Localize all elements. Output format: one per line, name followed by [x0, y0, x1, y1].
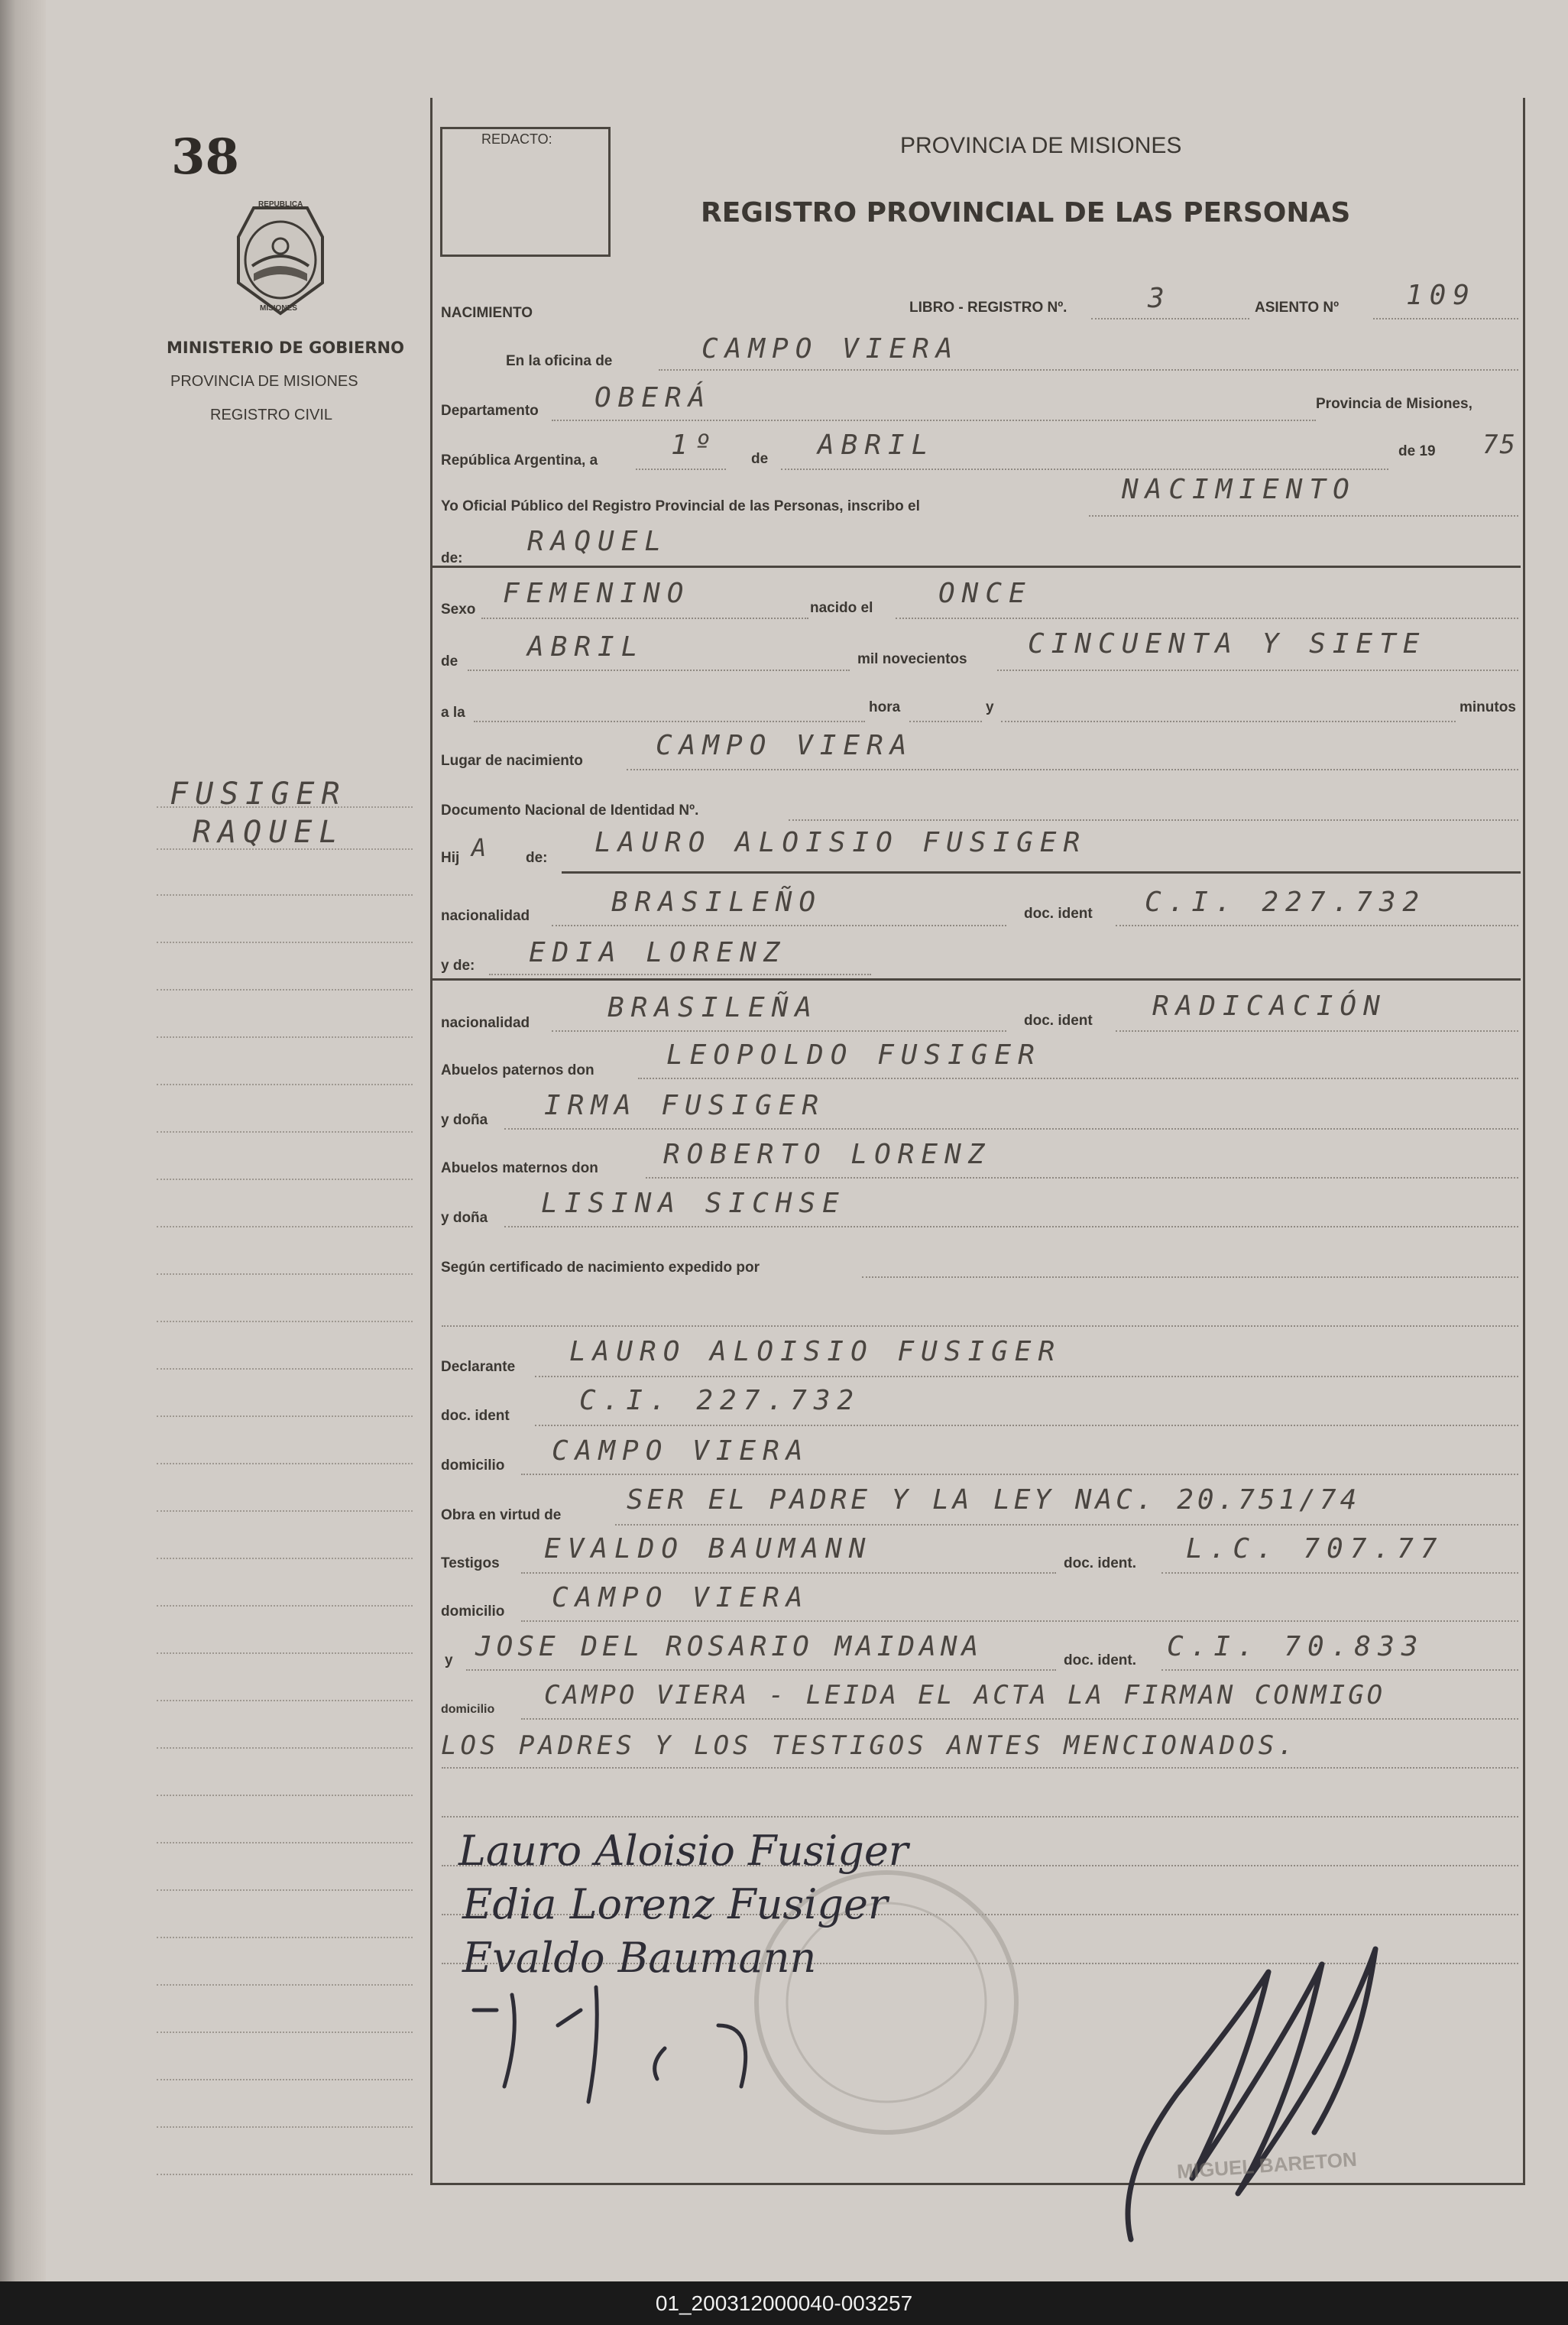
seal-text-bottom: MISIONES	[260, 304, 297, 313]
label-obra: Obra en virtud de	[441, 1507, 562, 1523]
section-rule-1	[432, 566, 1521, 568]
image-caption: 01_200312000040-003257	[0, 2281, 1568, 2325]
label-nacimiento: NACIMIENTO	[441, 305, 533, 321]
signature-2: Edia Lorenz Fusiger	[462, 1880, 888, 1928]
value-mes: ABRIL	[818, 430, 935, 461]
value-libro: 3	[1148, 283, 1171, 314]
value-doc-madre: RADICACIÓN	[1152, 991, 1387, 1022]
label-asiento: ASIENTO Nº	[1255, 300, 1340, 316]
label-doc-ident-padre: doc. ident	[1024, 906, 1093, 922]
label-doc-ident-testigo-1: doc. ident.	[1064, 1555, 1136, 1571]
signature-1: Lauro Aloisio Fusiger	[458, 1827, 909, 1875]
label-y-testigo-2: y	[445, 1652, 453, 1668]
label-nacionalidad-madre: nacionalidad	[441, 1015, 530, 1031]
label-domicilio-declarante: domicilio	[441, 1458, 505, 1474]
label-provincia: Provincia de Misiones,	[1316, 396, 1472, 412]
label-abuelos-paternos: Abuelos paternos don	[441, 1062, 594, 1078]
label-minutos: minutos	[1459, 699, 1516, 715]
value-oficina: CAMPO VIERA	[701, 333, 960, 365]
page-number: 38	[171, 128, 240, 186]
seal-text-top: REPUBLICA	[258, 200, 303, 209]
value-dia: 1º	[671, 430, 718, 461]
value-lugar: CAMPO VIERA	[656, 730, 914, 761]
value-mes-nac: ABRIL	[527, 631, 645, 663]
header-province: PROVINCIA DE MISIONES	[900, 133, 1182, 158]
label-de-19: de 19	[1398, 443, 1436, 459]
value-anio: 75	[1482, 430, 1517, 460]
label-mil: mil novecientos	[857, 651, 967, 667]
label-a-la: a la	[441, 705, 465, 721]
label-y-hora: y	[986, 699, 994, 715]
label-y-dona-paterna: y doña	[441, 1112, 488, 1128]
value-obra: SER EL PADRE Y LA LEY NAC. 20.751/74	[627, 1484, 1361, 1516]
value-sexo: FEMENINO	[503, 578, 691, 609]
value-nacido: ONCE	[938, 578, 1032, 609]
value-acto: NACIMIENTO	[1122, 474, 1356, 505]
value-domicilio-testigo-2: CAMPO VIERA - LEIDA EL ACTA LA FIRMAN CONMIGO	[544, 1680, 1386, 1711]
label-domicilio-testigo-1: domicilio	[441, 1604, 505, 1620]
label-doc-ident-declarante: doc. ident	[441, 1408, 510, 1424]
label-declarante: Declarante	[441, 1359, 516, 1375]
value-anio-nac: CINCUENTA Y SIETE	[1028, 628, 1427, 660]
signature-3: Evaldo Baumann	[462, 1934, 817, 1982]
value-domicilio-declarante: CAMPO VIERA	[552, 1435, 810, 1467]
ministry-title: MINISTERIO DE GOBIERNO	[167, 339, 404, 357]
value-asiento: 109	[1406, 280, 1477, 311]
label-documento: Documento Nacional de Identidad Nº.	[441, 803, 699, 819]
signature-4	[466, 1980, 863, 2109]
margin-surname: FUSIGER	[170, 777, 347, 812]
label-oficina: En la oficina de	[506, 353, 613, 369]
value-testigo-1: EVALDO BAUMANN	[544, 1533, 873, 1565]
value-nac-madre: BRASILEÑA	[607, 992, 819, 1023]
value-padre: LAURO ALOISIO FUSIGER	[594, 827, 1087, 858]
value-declarante: LAURO ALOISIO FUSIGER	[569, 1336, 1062, 1367]
label-de-nombre: de:	[441, 550, 463, 566]
value-departamento: OBERÁ	[594, 382, 712, 413]
value-abuela-paterna: IRMA FUSIGER	[544, 1090, 826, 1121]
value-doc-testigo-1: L.C. 707.77	[1186, 1533, 1444, 1565]
value-domicilio-testigo-1: CAMPO VIERA	[552, 1582, 810, 1613]
label-de-mes-nac: de	[441, 653, 458, 670]
value-doc-declarante: C.I. 227.732	[579, 1385, 861, 1416]
value-doc-padre: C.I. 227.732	[1145, 887, 1427, 918]
value-doc-testigo-2: C.I. 70.833	[1167, 1631, 1425, 1662]
value-testigo-2: JOSE DEL ROSARIO MAIDANA	[475, 1631, 983, 1662]
value-hij-suffix: A	[471, 833, 494, 862]
label-lugar: Lugar de nacimiento	[441, 753, 583, 769]
page-edge	[0, 0, 46, 2281]
label-y-dona-materna: y doña	[441, 1210, 488, 1226]
label-abuelos-maternos: Abuelos maternos don	[441, 1160, 598, 1176]
value-abuela-materna: LISINA SICHSE	[541, 1188, 846, 1219]
value-nac-padre: BRASILEÑO	[611, 887, 823, 918]
section-rule-3	[432, 978, 1521, 981]
label-republica: República Argentina, a	[441, 452, 598, 469]
header-registry: REGISTRO PROVINCIAL DE LAS PERSONAS	[701, 197, 1351, 229]
label-hora: hora	[869, 699, 901, 715]
value-abuelo-paterno: LEOPOLDO FUSIGER	[666, 1039, 1042, 1071]
label-doc-ident-madre: doc. ident	[1024, 1013, 1093, 1029]
margin-name: RAQUEL	[193, 815, 345, 850]
label-segun: Según certificado de nacimiento expedido por	[441, 1260, 760, 1276]
ministry-province: PROVINCIA DE MISIONES	[170, 373, 358, 390]
redacto-label: REDACTO:	[481, 131, 552, 147]
label-doc-ident-testigo-2: doc. ident.	[1064, 1652, 1136, 1668]
label-oficial: Yo Oficial Público del Registro Provincial de las Personas, inscribo el	[441, 498, 920, 514]
ministry-registry: REGISTRO CIVIL	[210, 407, 333, 423]
label-sexo: Sexo	[441, 602, 476, 618]
label-libro: LIBRO - REGISTRO Nº.	[909, 300, 1067, 316]
label-hij: Hij	[441, 850, 460, 866]
label-y-de-madre: y de:	[441, 958, 475, 974]
value-abuelo-materno: ROBERTO LORENZ	[663, 1139, 992, 1170]
label-testigos: Testigos	[441, 1555, 500, 1571]
value-madre: EDIA LORENZ	[529, 937, 787, 968]
coat-of-arms-icon	[223, 191, 338, 321]
label-nacionalidad-padre: nacionalidad	[441, 908, 530, 924]
label-departamento: Departamento	[441, 403, 539, 419]
label-de-mes: de	[751, 451, 769, 467]
value-nombre: RAQUEL	[527, 526, 669, 557]
label-nacido: nacido el	[810, 600, 873, 616]
stamp-text: MIGUEL BARETON	[1176, 2147, 1358, 2184]
label-de-padre: de:	[526, 850, 548, 866]
section-rule-2	[562, 871, 1521, 874]
value-cierre: LOS PADRES Y LOS TESTIGOS ANTES MENCIONADOS.	[441, 1730, 1297, 1761]
label-domicilio-testigo-2: domicilio	[441, 1703, 495, 1716]
official-signature	[1085, 1903, 1437, 2255]
